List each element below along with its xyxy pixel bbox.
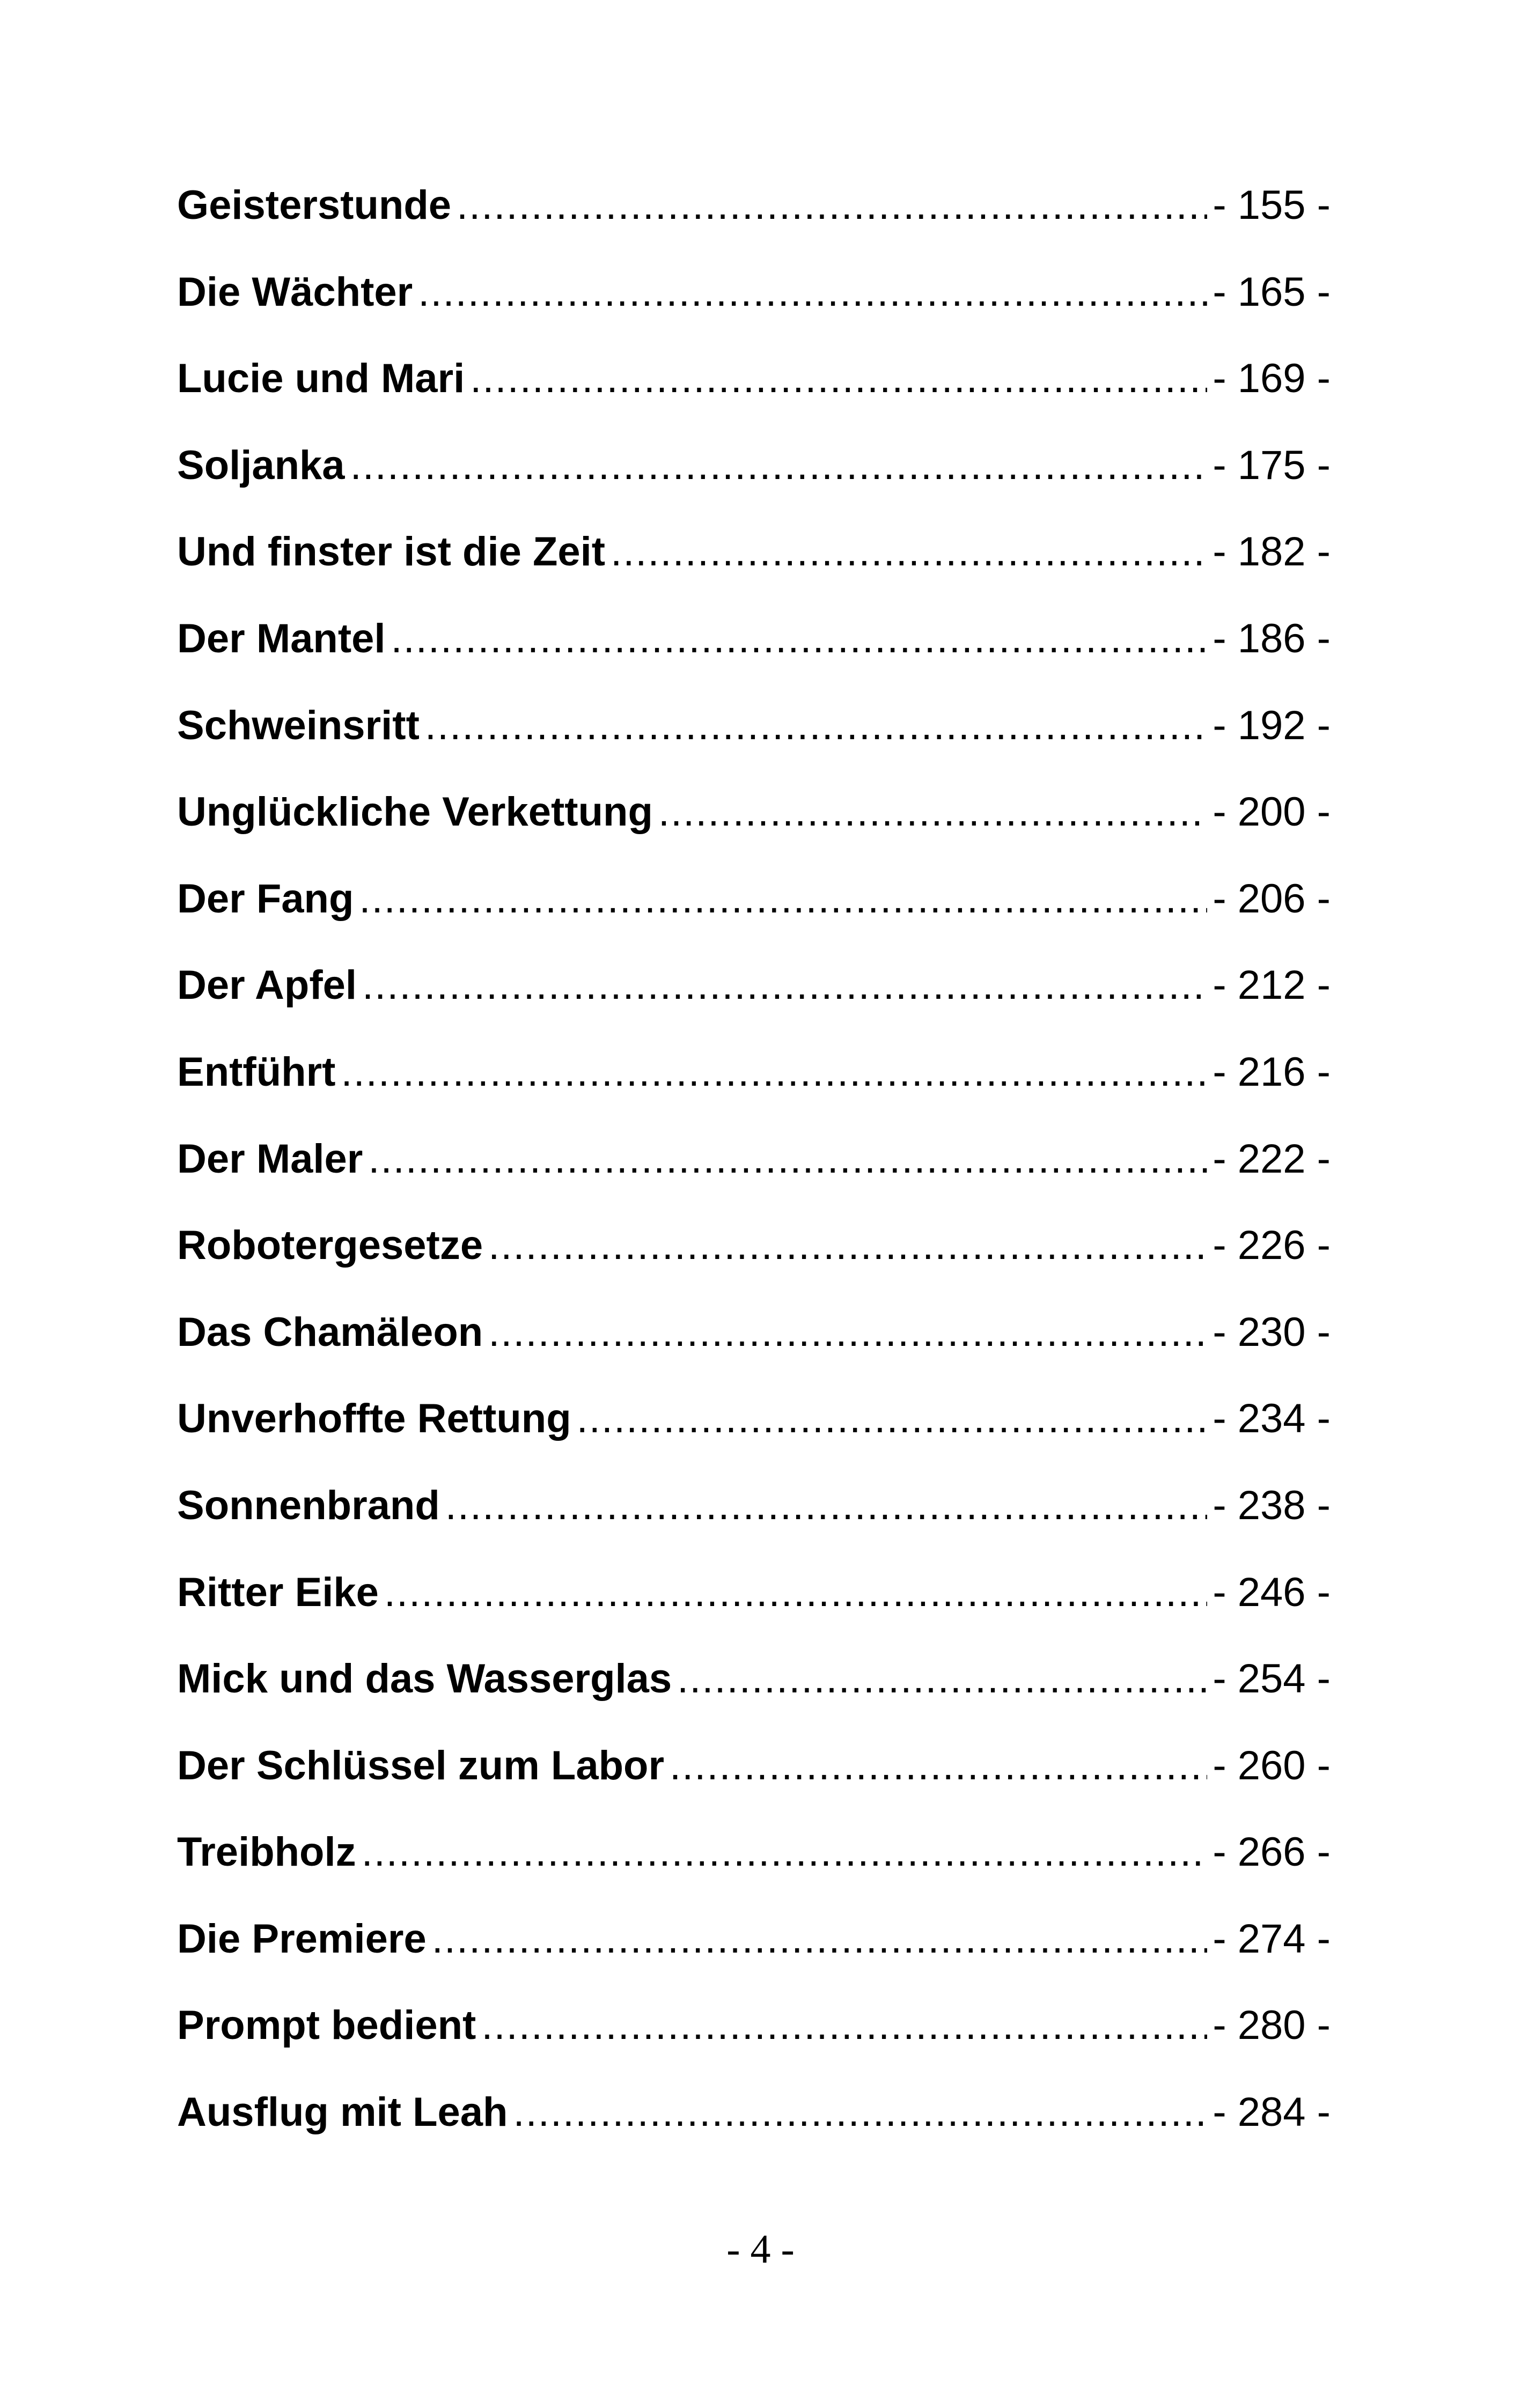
toc-entry-page: - 175 - xyxy=(1213,442,1331,488)
toc-entry-title: Lucie und Mari xyxy=(177,356,465,402)
toc-dot-leader xyxy=(384,1558,1207,1628)
toc-entry[interactable] xyxy=(177,1558,1331,1645)
toc-dot-leader xyxy=(391,604,1208,674)
toc-dot-leader xyxy=(488,1298,1207,1367)
toc-entry-title: Soljanka xyxy=(177,442,345,488)
toc-entry[interactable] xyxy=(177,171,1331,257)
toc-dot-leader xyxy=(488,1211,1207,1280)
toc-entry-title: Sonnenbrand xyxy=(177,1482,440,1528)
toc-dot-leader xyxy=(432,1904,1208,1974)
toc-entry[interactable] xyxy=(177,1904,1331,1991)
toc-entry-title: Mick und das Wasserglas xyxy=(177,1656,672,1702)
toc-entry-page: - 260 - xyxy=(1213,1742,1331,1788)
toc-entry-title: Ritter Eike xyxy=(177,1569,379,1615)
toc-entry-page: - 200 - xyxy=(1213,789,1331,835)
toc-entry-page: - 186 - xyxy=(1213,615,1331,661)
toc-dot-leader xyxy=(513,2078,1207,2147)
toc-entry-page: - 212 - xyxy=(1213,962,1331,1008)
toc-entry[interactable] xyxy=(177,777,1331,864)
toc-entry[interactable] xyxy=(177,864,1331,951)
toc-entry[interactable] xyxy=(177,1991,1331,2078)
toc-dot-leader xyxy=(362,951,1207,1020)
toc-entry-title: Robotergesetze xyxy=(177,1223,483,1269)
toc-entry-page: - 182 - xyxy=(1213,529,1331,575)
toc-dot-leader xyxy=(470,344,1207,414)
toc-entry-page: - 192 - xyxy=(1213,702,1331,748)
toc-entry[interactable] xyxy=(177,431,1331,518)
toc-entry-page: - 165 - xyxy=(1213,269,1331,315)
toc-entry[interactable] xyxy=(177,1644,1331,1731)
toc-entry-title: Treibholz xyxy=(177,1829,356,1875)
toc-entry-page: - 216 - xyxy=(1213,1049,1331,1095)
toc-entry-title: Ausflug mit Leah xyxy=(177,2089,508,2135)
toc-entry[interactable] xyxy=(177,1817,1331,1904)
toc-entry-page: - 266 - xyxy=(1213,1829,1331,1875)
toc-dot-leader xyxy=(481,1991,1207,2060)
toc-entry[interactable] xyxy=(177,1037,1331,1124)
toc-dot-leader xyxy=(341,1037,1207,1107)
toc-entry-page: - 226 - xyxy=(1213,1223,1331,1269)
toc-entry-title: Geisterstunde xyxy=(177,182,452,228)
toc-entry[interactable] xyxy=(177,2078,1331,2164)
toc-entry-page: - 254 - xyxy=(1213,1656,1331,1702)
toc-entry-title: Schweinsritt xyxy=(177,702,420,748)
toc-entry-title: Die Wächter xyxy=(177,269,413,315)
toc-entry-title: Die Premiere xyxy=(177,1916,427,1962)
toc-entry[interactable] xyxy=(177,951,1331,1037)
toc-entry[interactable] xyxy=(177,344,1331,431)
toc-entry[interactable] xyxy=(177,1471,1331,1558)
toc-entry-page: - 222 - xyxy=(1213,1136,1331,1182)
toc-dot-leader xyxy=(677,1644,1207,1714)
page-number: - 4 - xyxy=(726,2227,795,2272)
toc-entry-title: Und finster ist die Zeit xyxy=(177,529,606,575)
toc-entry[interactable] xyxy=(177,1731,1331,1818)
toc-entry-title: Entführt xyxy=(177,1049,336,1095)
toc-dot-leader xyxy=(445,1471,1208,1541)
toc-dot-leader xyxy=(368,1124,1207,1194)
toc-dot-leader xyxy=(670,1731,1207,1801)
toc-entry-page: - 206 - xyxy=(1213,875,1331,922)
toc-entry[interactable] xyxy=(177,1124,1331,1211)
toc-entry[interactable] xyxy=(177,604,1331,691)
toc-entry-title: Prompt bedient xyxy=(177,2002,476,2049)
toc-entry-page: - 234 - xyxy=(1213,1396,1331,1442)
toc-entry[interactable] xyxy=(177,1211,1331,1298)
toc-dot-leader xyxy=(611,517,1207,587)
toc-entry-page: - 284 - xyxy=(1213,2089,1331,2135)
toc-entry-title: Unglückliche Verkettung xyxy=(177,789,653,835)
toc-entry-title: Der Fang xyxy=(177,875,354,922)
toc-entry-page: - 155 - xyxy=(1213,182,1331,228)
toc-dot-leader xyxy=(425,691,1207,761)
toc-entry-title: Der Schlüssel zum Labor xyxy=(177,1742,665,1788)
toc-entry-title: Der Maler xyxy=(177,1136,363,1182)
toc-entry-page: - 169 - xyxy=(1213,356,1331,402)
toc-entry[interactable] xyxy=(177,1384,1331,1471)
toc-entry-page: - 238 - xyxy=(1213,1482,1331,1528)
toc-entry-title: Der Mantel xyxy=(177,615,386,661)
toc-entry-title: Der Apfel xyxy=(177,962,357,1008)
toc-entry-page: - 246 - xyxy=(1213,1569,1331,1615)
toc-dot-leader xyxy=(418,257,1207,327)
toc-entry[interactable] xyxy=(177,257,1331,344)
toc-dot-leader xyxy=(359,864,1207,934)
toc-entry-title: Das Chamäleon xyxy=(177,1309,483,1355)
toc-entry-page: - 274 - xyxy=(1213,1916,1331,1962)
toc-dot-leader xyxy=(362,1817,1208,1887)
toc-dot-leader xyxy=(350,431,1208,500)
toc-dot-leader xyxy=(577,1384,1208,1454)
toc-entry-page: - 230 - xyxy=(1213,1309,1331,1355)
toc-entry-title: Unverhoffte Rettung xyxy=(177,1396,571,1442)
toc-dot-leader xyxy=(658,777,1207,847)
toc-entry[interactable] xyxy=(177,517,1331,604)
toc-entry[interactable] xyxy=(177,1298,1331,1385)
toc-entry[interactable] xyxy=(177,691,1331,778)
table-of-contents xyxy=(177,171,1331,2164)
toc-entry-page: - 280 - xyxy=(1213,2002,1331,2049)
toc-dot-leader xyxy=(457,171,1207,240)
